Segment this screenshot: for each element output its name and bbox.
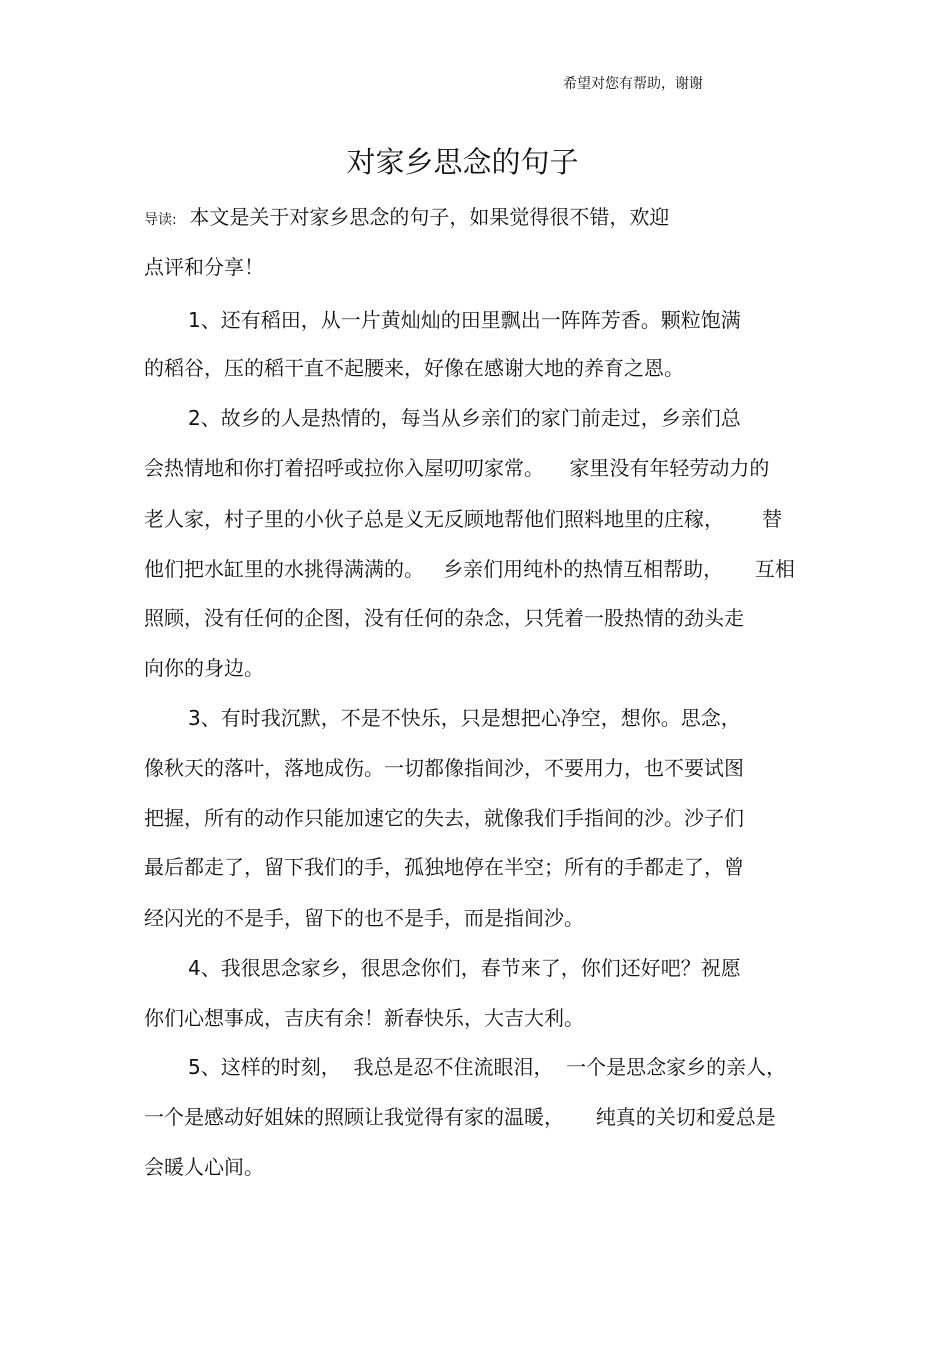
paragraph-line: 照顾，没有任何的企图，没有任何的杂念，只凭着一股热情的劲头走 bbox=[144, 606, 744, 630]
paragraph-line: 把握，所有的动作只能加速它的失去，就像我们手指间的沙。沙子们 bbox=[144, 806, 744, 830]
header-note: 希望对您有帮助，谢谢 bbox=[563, 76, 703, 92]
intro-text: 本文是关于对家乡思念的句子，如果觉得很不错，欢迎 bbox=[176, 205, 670, 229]
paragraph-line: 的稻谷，压的稻干直不起腰来，好像在感谢大地的养育之恩。 bbox=[144, 356, 684, 380]
paragraph-line: 3、有时我沉默，不是不快乐，只是想把心净空，想你。思念， bbox=[188, 706, 741, 730]
intro-line: 点评和分享！ bbox=[144, 255, 264, 279]
paragraph-line: 5、这样的时刻， 我总是忍不住流眼泪， 一个是思念家乡的亲人， bbox=[188, 1055, 787, 1079]
paragraph-line: 一个是感动好姐妹的照顾让我觉得有家的温暖， 纯真的关切和爱总是 bbox=[144, 1105, 776, 1129]
paragraph-line: 会暖人心间。 bbox=[144, 1155, 264, 1179]
paragraph-line: 你们心想事成，吉庆有余！新春快乐，大吉大利。 bbox=[144, 1006, 584, 1030]
document-title: 对家乡思念的句子 bbox=[346, 145, 579, 179]
paragraph-line: 老人家，村子里的小伙子总是义无反顾地帮他们照料地里的庄稼， 替 bbox=[144, 507, 783, 531]
intro-line bbox=[144, 202, 669, 235]
paragraph-line: 4、我很思念家乡，很思念你们，春节来了，你们还好吧？祝愿 bbox=[188, 956, 741, 980]
paragraph-line: 他们把水缸里的水挑得满满的。 乡亲们用纯朴的热情互相帮助， 互相 bbox=[144, 557, 795, 581]
paragraph-line: 会热情地和你打着招呼或拉你入屋叨叨家常。 家里没有年轻劳动力的 bbox=[144, 456, 770, 480]
paragraph-line: 经闪光的不是手，留下的也不是手，而是指间沙。 bbox=[144, 906, 584, 930]
paragraph-line: 1、还有稻田，从一片黄灿灿的田里飘出一阵阵芳香。颗粒饱满 bbox=[188, 308, 741, 332]
paragraph-line: 像秋天的落叶，落地成伤。一切都像指间沙，不要用力，也不要试图 bbox=[144, 756, 744, 780]
intro-label: 导读: bbox=[144, 212, 177, 228]
paragraph-line: 向你的身边。 bbox=[144, 656, 264, 680]
paragraph-line: 2、故乡的人是热情的，每当从乡亲们的家门前走过，乡亲们总 bbox=[188, 406, 741, 430]
paragraph-line: 最后都走了，留下我们的手，孤独地停在半空；所有的手都走了，曾 bbox=[144, 855, 744, 879]
